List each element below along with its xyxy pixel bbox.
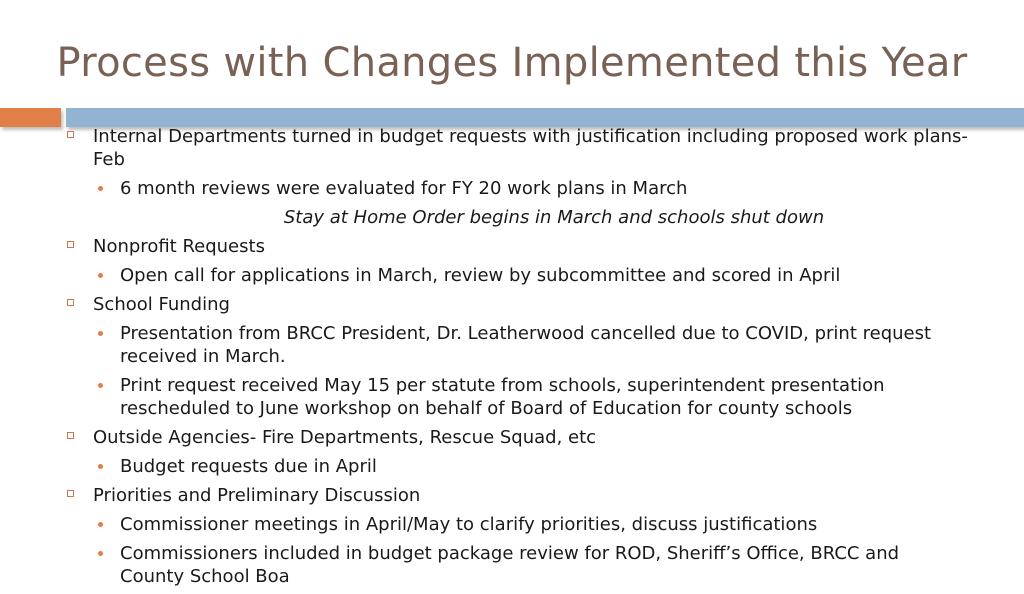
dot-bullet-icon xyxy=(98,464,103,469)
dot-bullet-icon xyxy=(98,383,103,388)
dot-bullet-icon xyxy=(98,186,103,191)
sub-bullet-text: Commissioner meetings in April/May to clarify priorities, discuss justifications xyxy=(120,514,818,535)
dot-bullet-icon xyxy=(98,551,103,556)
bullet-list xyxy=(0,125,1024,594)
sub-bullet-commissioner-meetings xyxy=(0,513,1024,536)
sub-bullet-brcc-presentation xyxy=(0,322,1024,368)
bullet-school-funding xyxy=(0,293,1024,316)
square-bullet-icon xyxy=(67,299,74,306)
square-bullet-icon xyxy=(67,432,74,439)
dot-bullet-icon xyxy=(98,273,103,278)
dot-bullet-icon xyxy=(98,331,103,336)
square-bullet-icon xyxy=(67,131,74,138)
bullet-outside-agencies xyxy=(0,426,1024,449)
sub-bullet-text: 6 month reviews were evaluated for FY 20 work plans in March xyxy=(120,178,688,199)
bullet-text: Priorities and Preliminary Discussion xyxy=(93,485,421,506)
square-bullet-icon xyxy=(67,241,74,248)
sub-bullet-print-request-may xyxy=(0,374,1024,420)
square-bullet-icon xyxy=(67,490,74,497)
slide-title: Process with Changes Implemented this Year xyxy=(56,40,968,86)
sub-bullet-text: Open call for applications in March, review by subcommittee and scored in April xyxy=(120,265,841,286)
sub-bullet-6-month-reviews xyxy=(0,177,1024,200)
stay-at-home-note: Stay at Home Order begins in March and schools shut down xyxy=(283,207,825,228)
sub-bullet-text: Budget requests due in April xyxy=(120,456,377,477)
bullet-text: Outside Agencies- Fire Departments, Rescue Squad, etc xyxy=(93,427,597,448)
sub-bullet-text: Print request received May 15 per statute from schools, superintendent presentation rescheduled to June workshop on behalf of Board of Education for county schools xyxy=(120,375,885,419)
bullet-text: Nonprofit Requests xyxy=(93,236,265,257)
dot-bullet-icon xyxy=(98,522,103,527)
sub-bullet-open-call xyxy=(0,264,1024,287)
sub-bullet-text: Presentation from BRCC President, Dr. Leatherwood cancelled due to COVID, print request received in March. xyxy=(120,323,932,367)
bullet-priorities xyxy=(0,484,1024,507)
sub-bullet-budget-requests-april xyxy=(0,455,1024,478)
bullet-text: Internal Departments turned in budget requests with justification including proposed work plans-Feb xyxy=(93,126,968,170)
sub-bullet-text: Commissioners included in budget package review for ROD, Sheriff’s Office, BRCC and County School Boa xyxy=(120,543,900,587)
bullet-internal-departments xyxy=(0,125,1024,171)
bullet-text: School Funding xyxy=(93,294,230,315)
sub-bullet-budget-package-review xyxy=(0,542,1024,588)
bullet-nonprofit-requests xyxy=(0,235,1024,258)
